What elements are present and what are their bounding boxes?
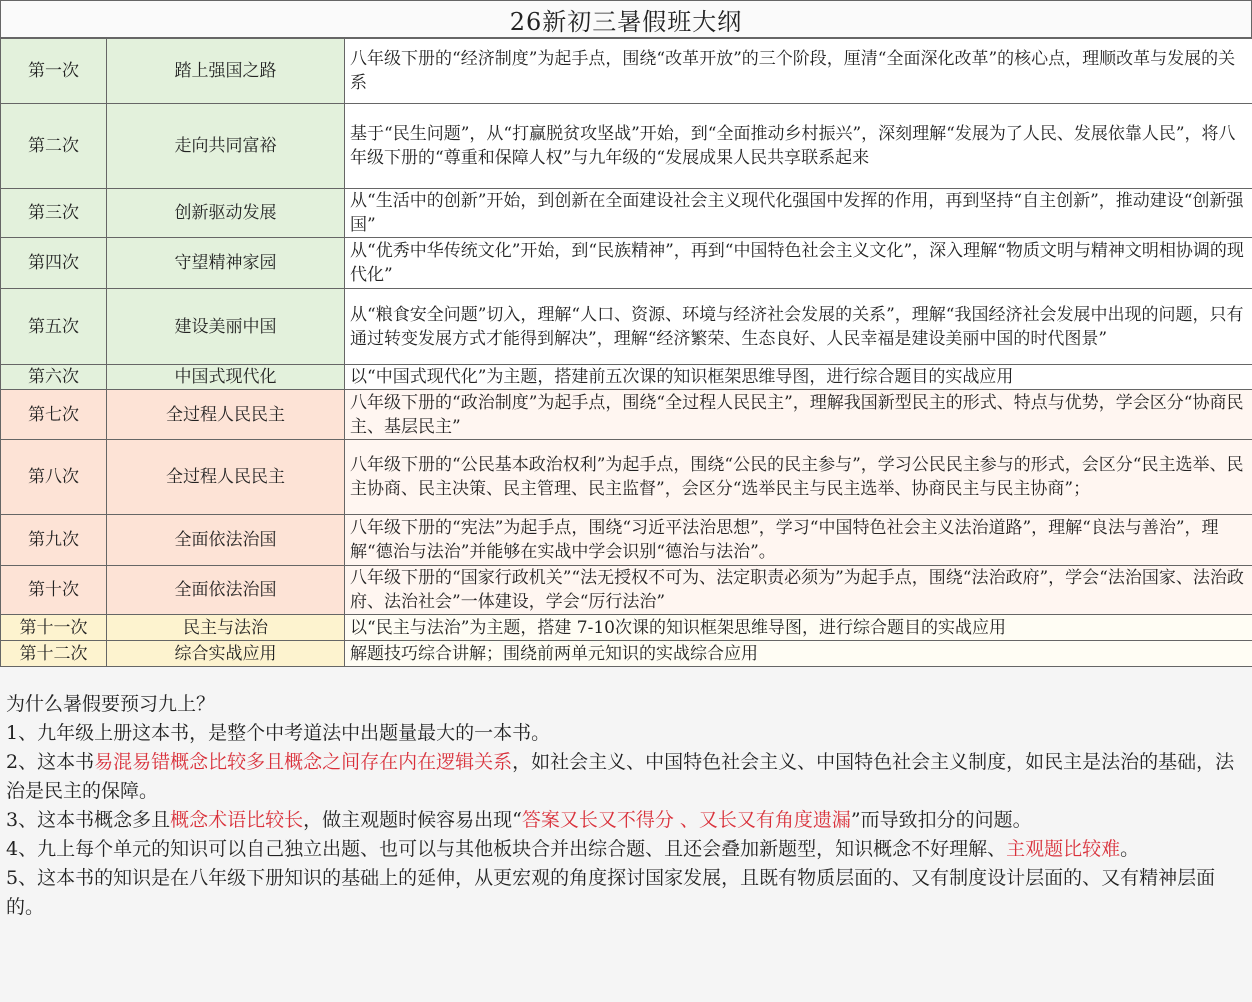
- note-text: 2、这本书: [6, 751, 95, 773]
- note-item-2: [6, 748, 1246, 806]
- session-description: 基于“民生问题”，从“打赢脱贫攻坚战”开始，到“全面推动乡村振兴”，深刻理解“发展为了人民、发展依靠人民”，将八年级下册的“尊重和保障人权”与九年级的“发展成果人民共享联系起来: [345, 104, 1252, 189]
- note-item-4: [6, 835, 1246, 864]
- session-topic: 踏上强国之路: [107, 39, 345, 104]
- session-number: 第九次: [1, 515, 107, 566]
- session-description: 从“优秀中华传统文化”开始，到“民族精神”，再到“中国特色社会主义文化”，深入理解“物质文明与精神文明相协调的现代化”: [345, 238, 1252, 289]
- session-number: 第十一次: [1, 615, 107, 641]
- session-number: 第一次: [1, 39, 107, 104]
- session-topic: 全过程人民民主: [107, 440, 345, 515]
- table-row: [1, 615, 1252, 641]
- notes-heading: 为什么暑假要预习九上？: [6, 693, 216, 715]
- session-topic: 创新驱动发展: [107, 189, 345, 238]
- session-description: 八年级下册的“宪法”为起手点，围绕“习近平法治思想”，学习“中国特色社会主义法治道路”，理解“良法与善治”，理解“德治与法治”并能够在实战中学会识别“德治与法治”。: [345, 515, 1252, 566]
- notes-section: [6, 690, 1246, 922]
- session-topic: 守望精神家园: [107, 238, 345, 289]
- note-text: ”而导致扣分的问题。: [850, 809, 1032, 831]
- table-row: [1, 238, 1252, 289]
- session-description: 八年级下册的“政治制度”为起手点，围绕“全过程人民民主”，理解我国新型民主的形式、特点与优势，学会区分“协商民主、基层民主”: [345, 390, 1252, 440]
- table-row: [1, 289, 1252, 365]
- session-description: 以“中国式现代化”为主题，搭建前五次课的知识框架思维导图，进行综合题目的实战应用: [345, 365, 1252, 390]
- outline-table: [0, 38, 1252, 667]
- session-number: 第八次: [1, 440, 107, 515]
- session-number: 第五次: [1, 289, 107, 365]
- note-text: 3、这本书概念多且: [6, 809, 171, 831]
- session-number: 第四次: [1, 238, 107, 289]
- table-row: [1, 440, 1252, 515]
- session-topic: 全过程人民民主: [107, 390, 345, 440]
- session-description: 八年级下册的“国家行政机关”“法无授权不可为、法定职责必须为”为起手点，围绕“法治政府”，学会“法治国家、法治政府、法治社会”一体建设，学会“厉行法治”: [345, 566, 1252, 615]
- table-row: [1, 104, 1252, 189]
- table-row: [1, 515, 1252, 566]
- session-number: 第三次: [1, 189, 107, 238]
- note-highlight: 易混易错概念比较多且概念之间存在内在逻辑关系: [94, 751, 513, 773]
- session-number: 第十次: [1, 566, 107, 615]
- session-description: 八年级下册的“经济制度”为起手点，围绕“改革开放”的三个阶段，厘清“全面深化改革”的核心点，理顺改革与发展的关系: [345, 39, 1252, 104]
- session-number: 第十二次: [1, 641, 107, 667]
- note-text: ，如社会主义、中国特色社会主义、中国特色社会主义制度，如民主是法治的基础，法治是民主的保障。: [6, 751, 1235, 802]
- note-item-3: [6, 806, 1246, 835]
- session-number: 第七次: [1, 390, 107, 440]
- page-title: 26新初三暑假班大纲: [0, 0, 1252, 38]
- table-row: [1, 39, 1252, 104]
- note-item-1: 1、九年级上册这本书，是整个中考道法中出题量最大的一本书。: [6, 722, 551, 744]
- note-highlight: 答案又长又不得分 、又长又有角度遗漏: [521, 809, 851, 831]
- table-row: [1, 390, 1252, 440]
- table-row: [1, 189, 1252, 238]
- session-topic: 走向共同富裕: [107, 104, 345, 189]
- session-number: 第六次: [1, 365, 107, 390]
- note-highlight: 概念术语比较长: [170, 809, 304, 831]
- session-description: 从“生活中的创新”开始，到创新在全面建设社会主义现代化强国中发挥的作用，再到坚持“自主创新”，推动建设“创新强国”: [345, 189, 1252, 238]
- session-description: 解题技巧综合讲解；围绕前两单元知识的实战综合应用: [345, 641, 1252, 667]
- note-text: 。: [1120, 838, 1140, 860]
- table-row: [1, 365, 1252, 390]
- note-text: 4、九上每个单元的知识可以自己独立出题、也可以与其他板块合并出综合题、且还会叠加新题型，知识概念不好理解、: [6, 838, 1007, 860]
- table-row: [1, 641, 1252, 667]
- table-row: [1, 566, 1252, 615]
- session-description: 以“民主与法治”为主题，搭建 7-10次课的知识框架思维导图，进行综合题目的实战应用: [345, 615, 1252, 641]
- note-highlight: 主观题比较难: [1006, 838, 1121, 860]
- session-topic: 建设美丽中国: [107, 289, 345, 365]
- note-text: ，做主观题时候容易出现“: [303, 809, 522, 831]
- session-topic: 民主与法治: [107, 615, 345, 641]
- session-description: 从“粮食安全问题”切入，理解“人口、资源、环境与经济社会发展的关系”，理解“我国经济社会发展中出现的问题，只有通过转变发展方式才能得到解决”，理解“经济繁荣、生态良好、人民幸福是建设美丽中国的时代图景”: [345, 289, 1252, 365]
- session-topic: 全面依法治国: [107, 566, 345, 615]
- session-number: 第二次: [1, 104, 107, 189]
- session-description: 八年级下册的“公民基本政治权利”为起手点，围绕“公民的民主参与”，学习公民民主参与的形式，会区分“民主选举、民主协商、民主决策、民主管理、民主监督”，会区分“选举民主与民主选举、协商民主与民主协商”；: [345, 440, 1252, 515]
- session-topic: 中国式现代化: [107, 365, 345, 390]
- session-topic: 全面依法治国: [107, 515, 345, 566]
- session-topic: 综合实战应用: [107, 641, 345, 667]
- note-item-5: 5、这本书的知识是在八年级下册知识的基础上的延伸，从更宏观的角度探讨国家发展，且既有物质层面的、又有制度设计层面的、又有精神层面的。: [6, 867, 1216, 918]
